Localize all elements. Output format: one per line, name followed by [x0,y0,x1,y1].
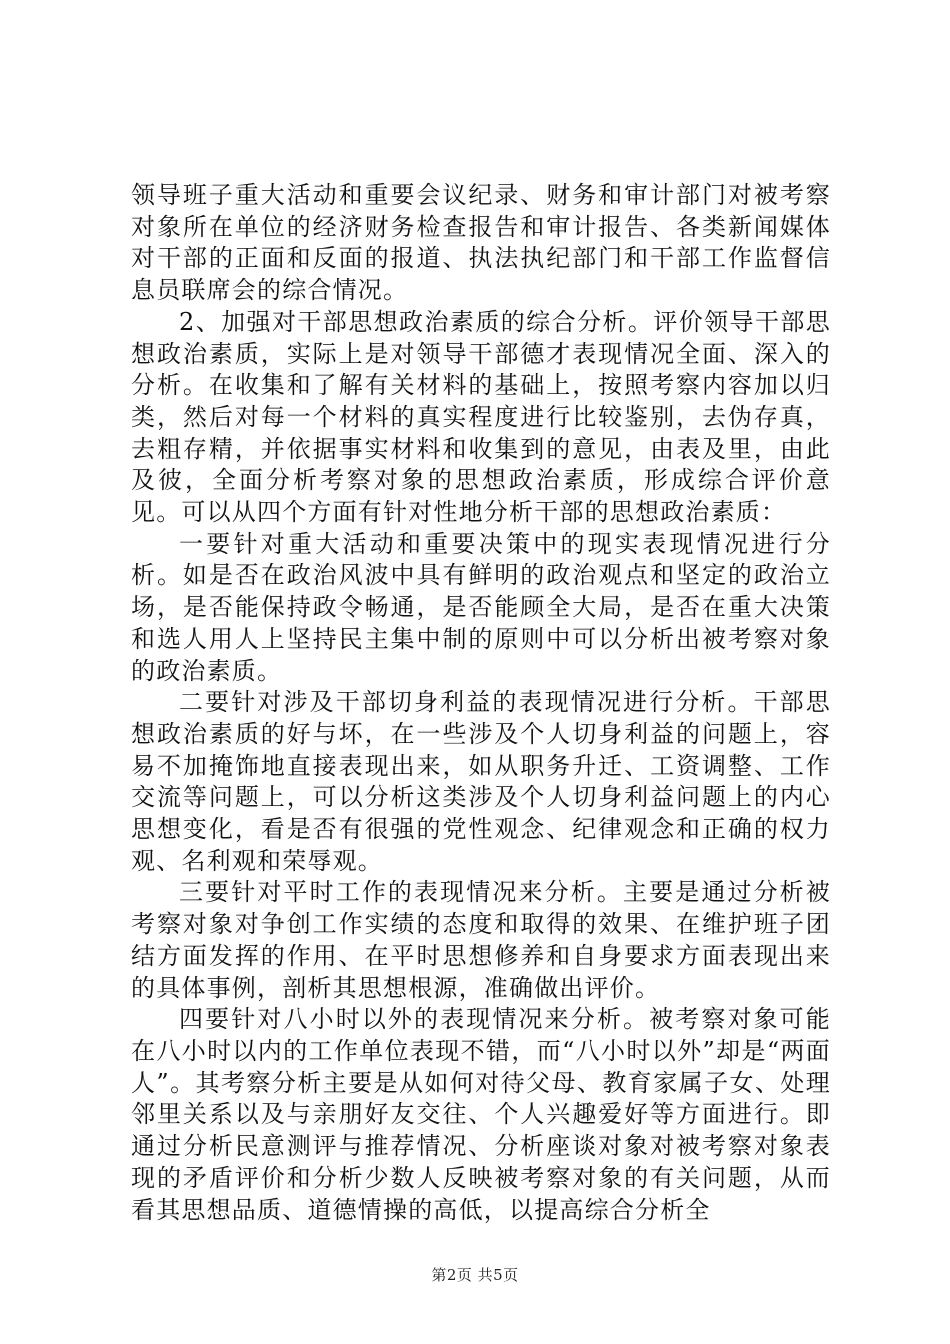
paragraph-continuation: 领导班子重大活动和重要会议纪录、财务和审计部门对被考察对象所在单位的经济财务检查报告和审计报告、各类新闻媒体对干部的正面和反面的报道、执法执纪部门和干部工作监督信息员联席会的综合情况。 [131,181,831,305]
paragraph-point-1: 一要针对重大活动和重要决策中的现实表现情况进行分析。如是否在政治风波中具有鲜明的政治观点和坚定的政治立场，是否能保持政令畅通，是否能顾全大局，是否在重大决策和选人用人上坚持民主集中制的原则中可以分析出被考察对象的政治素质。 [131,529,831,685]
document-body [131,180,831,1226]
paragraph-point-2: 二要针对涉及干部切身利益的表现情况进行分析。干部思想政治素质的好与坏，在一些涉及个人切身利益的问题上，容易不加掩饰地直接表现出来，如从职务升迁、工资调整、工作交流等问题上，可以分析这类涉及个人切身利益问题上的内心思想变化，看是否有很强的党性观念、纪律观念和正确的权力观、名利观和荣辱观。 [131,688,831,875]
paragraph-point-3: 三要针对平时工作的表现情况来分析。主要是通过分析被考察对象对争创工作实绩的态度和取得的效果、在维护班子团结方面发挥的作用、在平时思想修养和自身要求方面表现出来的具体事例，剖析其思想根源，准确做出评价。 [131,878,831,1002]
page-number-footer: 第2页 共5页 [431,1266,519,1284]
paragraph-point-4: 四要针对八小时以外的表现情况来分析。被考察对象可能在八小时以内的工作单位表现不错，而“八小时以外”却是“两面人”。其考察分析主要是从如何对待父母、教育家属子女、处理邻里关系以及与亲朋好友交往、个人兴趣爱好等方面进行。即通过分析民意测评与推荐情况、分析座谈对象对被考察对象表现的矛盾评价和分析少数人反映被考察对象的有关问题，从而看其思想品质、道德情操的高低，以提高综合分析全 [131,1005,831,1224]
paragraph-section-2: 2、加强对干部思想政治素质的综合分析。评价领导干部思想政治素质，实际上是对领导干部德才表现情况全面、深入的分析。在收集和了解有关材料的基础上，按照考察内容加以归类，然后对每一个材料的真实程度进行比较鉴别，去伪存真，去粗存精，并依据事实材料和收集到的意见，由表及里，由此及彼，全面分析考察对象的思想政治素质，形成综合评价意见。可以从四个方面有针对性地分析干部的思想政治素质： [131,307,831,527]
